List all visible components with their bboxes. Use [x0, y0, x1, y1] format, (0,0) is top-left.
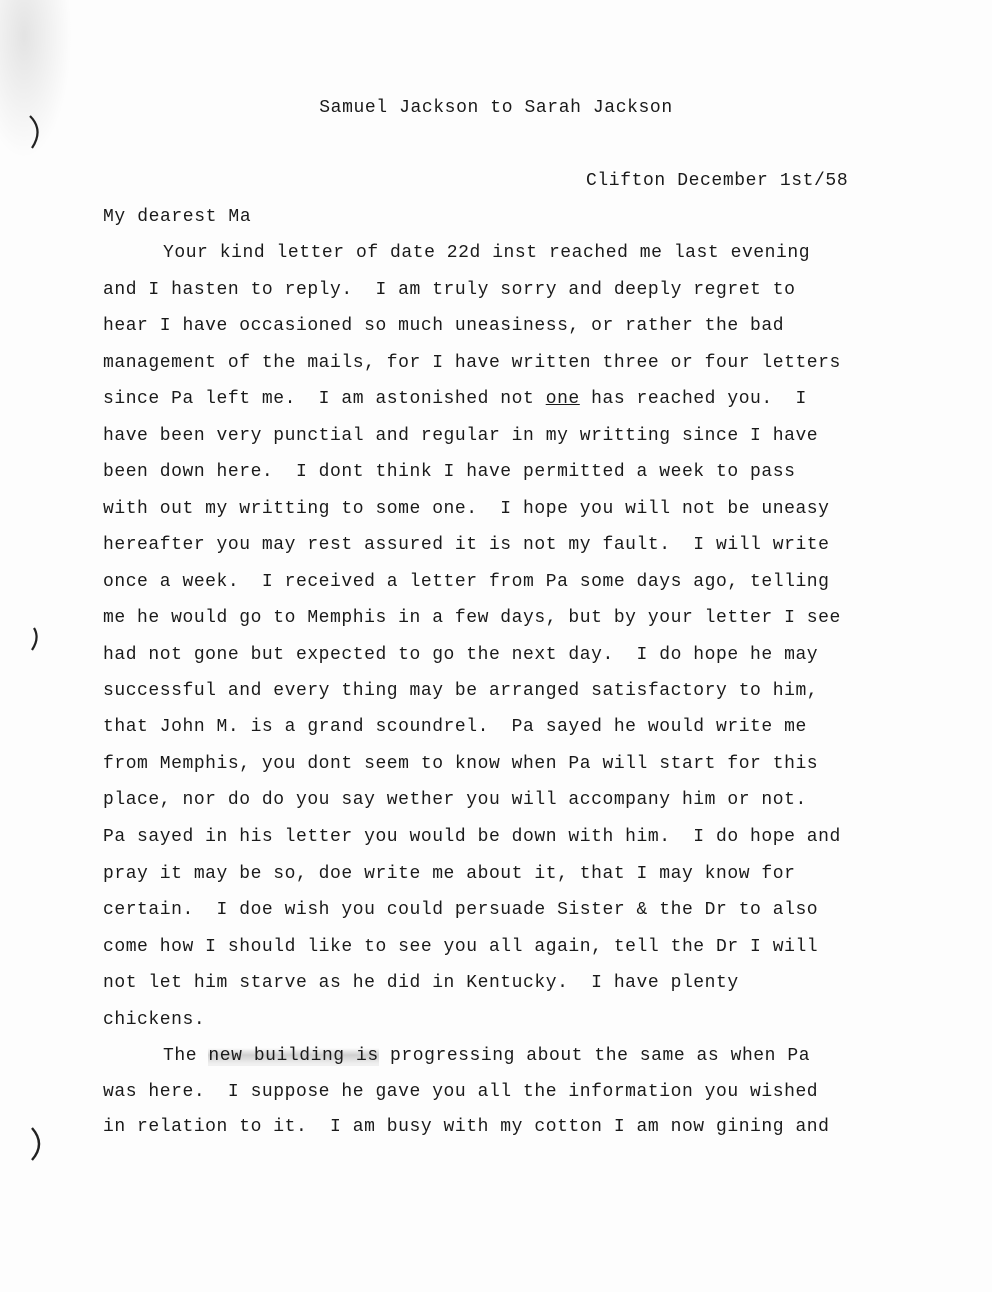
underlined-word: one: [545, 389, 580, 409]
body-line-9: hereafter you may rest assured it is not my fault. I will write: [103, 535, 830, 555]
body-line-10: once a week. I received a letter from Pa some days ago, telling: [103, 572, 830, 592]
body-line-8: with out my writting to some one. I hope you will not be uneasy: [103, 499, 830, 519]
body-line-4: management of the mails, for I have written three or four letters: [103, 353, 841, 373]
body-line-3: hear I have occasioned so much uneasiness, or rather the bad: [103, 316, 785, 336]
body-line-22: chickens.: [103, 1010, 206, 1030]
body-line-6: have been very punctial and regular in my writting since I have: [103, 426, 819, 446]
body-line-7: been down here. I dont think I have permitted a week to pass: [103, 462, 796, 482]
body-line-2: and I hasten to reply. I am truly sorry and deeply regret to: [103, 280, 796, 300]
body-line-1: Your kind letter of date 22d inst reached me last evening: [163, 243, 811, 263]
body-line-16: place, nor do do you say wether you will accompany him or not.: [103, 790, 807, 810]
letter-title: Samuel Jackson to Sarah Jackson: [319, 98, 673, 118]
body-line-18: pray it may be so, doe write me about it, that I may know for: [103, 864, 796, 884]
letter-dateline: Clifton December 1st/58: [586, 171, 849, 191]
body-line-5: since Pa left me. I am astonished not one has reached you. I: [103, 389, 807, 409]
body-line-11: me he would go to Memphis in a few days, but by your letter I see: [103, 608, 841, 628]
punch-hole-mark-middle: [26, 620, 46, 660]
body-line-19: certain. I doe wish you could persuade Sister & the Dr to also: [103, 900, 819, 920]
body-line-14: that John M. is a grand scoundrel. Pa sayed he would write me: [103, 717, 807, 737]
body-line-15: from Memphis, you dont seem to know when Pa will start for this: [103, 754, 819, 774]
body-line-25: in relation to it. I am busy with my cotton I am now gining and: [103, 1117, 830, 1137]
punch-hole-mark-top: [26, 112, 46, 152]
scan-edge-smudge: [0, 0, 80, 180]
smudged-text: new building is: [208, 1046, 379, 1066]
body-line-13: successful and every thing may be arranged satisfactory to him,: [103, 681, 819, 701]
body-line-20: come how I should like to see you all again, tell the Dr I will: [103, 937, 819, 957]
body-line-12: had not gone but expected to go the next day. I do hope he may: [103, 645, 819, 665]
body-line-23: The new building is progressing about the same as when Pa: [163, 1046, 811, 1066]
body-line-21: not let him starve as he did in Kentucky. I have plenty: [103, 973, 739, 993]
punch-hole-mark-bottom: [26, 1122, 46, 1162]
body-line-17: Pa sayed in his letter you would be down with him. I do hope and: [103, 827, 841, 847]
body-line-24: was here. I suppose he gave you all the information you wished: [103, 1082, 819, 1102]
letter-salutation: My dearest Ma: [103, 207, 252, 227]
